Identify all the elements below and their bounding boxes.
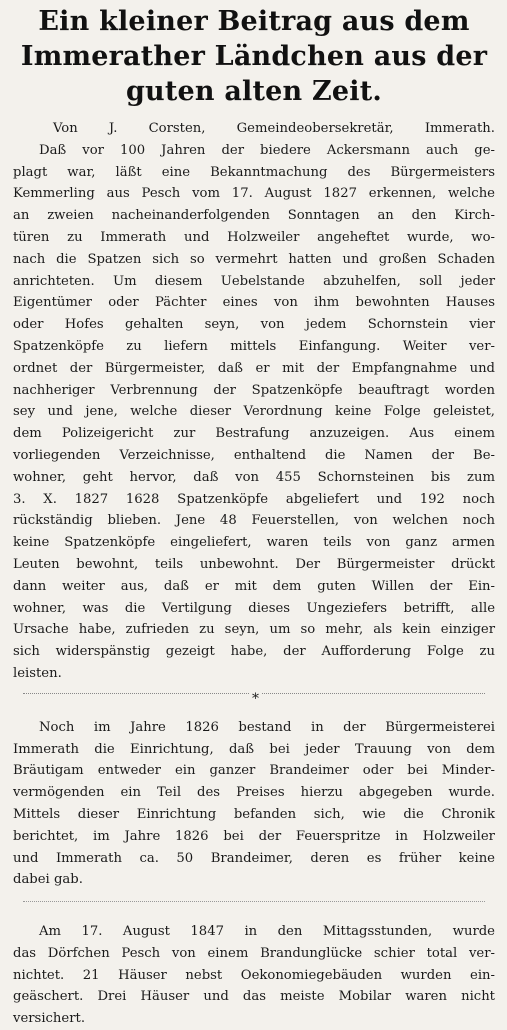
asterisk-divider: * [249, 692, 262, 706]
section-separator [13, 689, 495, 707]
text-line: Immerath die Einrichtung, daß bei jeder Trauung von dem [13, 741, 495, 757]
dotted-rule [23, 901, 485, 902]
text-line: an zweien nacheinanderfolgenden Sonntagen an den Kirch- [13, 208, 495, 224]
text-line: nachheriger Verbrennung der Spatzenköpfe beauftragt worden [13, 382, 495, 398]
text-line: anrichteten. Um diesem Uebelstande abzuhelfen, soll jeder [13, 273, 495, 289]
text-line: geäschert. Drei Häuser und das meiste Mobilar waren nicht [13, 989, 495, 1005]
text-line: oder Hofes gehalten seyn, von jedem Schornstein vier [13, 317, 495, 333]
headline-line-2: Immerather Ländchen aus der [20, 41, 488, 72]
text-line: Mittels dieser Einrichtung befanden sich, wie die Chronik [13, 806, 495, 822]
text-line: Eigentümer oder Pächter eines von ihm bewohnten Hauses [13, 295, 495, 311]
paragraph-sparrows [13, 140, 495, 685]
text-line: wohner, was die Vertilgung dieses Ungeziefers betrifft, alle [13, 600, 495, 616]
text-line: Am 17. August 1847 in den Mittagsstunden, wurde [39, 924, 495, 940]
headline-line-1: Ein kleiner Beitrag aus dem [38, 6, 470, 37]
text-line: dem Polizeigericht zur Bestrafung anzuzeigen. Aus einem [13, 426, 495, 442]
text-line: nichtet. 21 Häuser nebst Oekonomiegebäuden wurden ein- [13, 967, 495, 983]
author-byline: Von J. Corsten, Gemeindeobersekretär, Immerath. [53, 121, 495, 136]
paragraph-pesch-fire [13, 921, 495, 1030]
text-line: Bräutigam entweder ein ganzer Brandeimer oder bei Minder- [13, 763, 495, 779]
text-line: türen zu Immerath und Holzweiler angeheftet wurde, wo- [13, 229, 495, 245]
text-line: und Immerath ca. 50 Brandeimer, deren es früher keine [13, 850, 495, 866]
text-line: vermögenden ein Teil des Preises hierzu abgegeben wurde. [13, 785, 495, 801]
text-line: plagt war, läßt eine Bekanntmachung des Bürgermeisters [13, 164, 495, 180]
text-line: Ursache habe, zufrieden zu seyn, um so mehr, als kein einziger [13, 622, 495, 638]
text-line: ordnet der Bürgermeister, daß er mit der Empfangnahme und [13, 360, 495, 376]
text-line: wohner, geht hervor, daß von 455 Schornsteinen bis zum [13, 469, 495, 485]
text-line: Kemmerling aus Pesch vom 17. August 1827 erkennen, welche [13, 186, 495, 202]
text-line: vorliegenden Verzeichnisse, enthaltend die Namen der Be- [13, 447, 495, 463]
text-line: Daß vor 100 Jahren der biedere Ackersmann auch ge- [39, 142, 495, 158]
text-line: 3. X. 1827 1628 Spatzenköpfe abgeliefert und 192 noch [13, 491, 495, 507]
text-line: Leuten bewohnt, teils unbewohnt. Der Bürgermeister drückt [13, 556, 495, 572]
text-line: das Dörfchen Pesch von einem Brandunglücke schier total ver- [13, 945, 495, 961]
text-line: leisten. [13, 665, 62, 681]
article-body [13, 118, 495, 1030]
text-line: rückständig blieben. Jene 48 Feuerstellen, von welchen noch [13, 513, 495, 529]
article-headline [13, 4, 495, 109]
text-line: dann weiter aus, daß er mit dem guten Willen der Ein- [13, 578, 495, 594]
text-line: dabei gab. [13, 872, 83, 888]
text-line: berichtet, im Jahre 1826 bei der Feuerspritze in Holzweiler [13, 828, 495, 844]
paragraph-fire-buckets [13, 717, 495, 891]
text-line: keine Spatzenköpfe eingeliefert, waren teils von ganz armen [13, 535, 495, 551]
section-separator [13, 895, 495, 911]
headline-line-3: guten alten Zeit. [125, 76, 383, 107]
text-line: nach die Spatzen sich so vermehrt hatten und großen Schaden [13, 251, 495, 267]
text-line: versichert. [13, 1011, 86, 1027]
text-line: sey und jene, welche dieser Verordnung keine Folge geleistet, [13, 404, 495, 420]
text-line: Spatzenköpfe zu liefern mittels Einfangung. Weiter ver- [13, 338, 495, 354]
text-line: Noch im Jahre 1826 bestand in der Bürgermeisterei [39, 719, 495, 735]
text-line: sich widerspänstig gezeigt habe, der Aufforderung Folge zu [13, 644, 495, 660]
